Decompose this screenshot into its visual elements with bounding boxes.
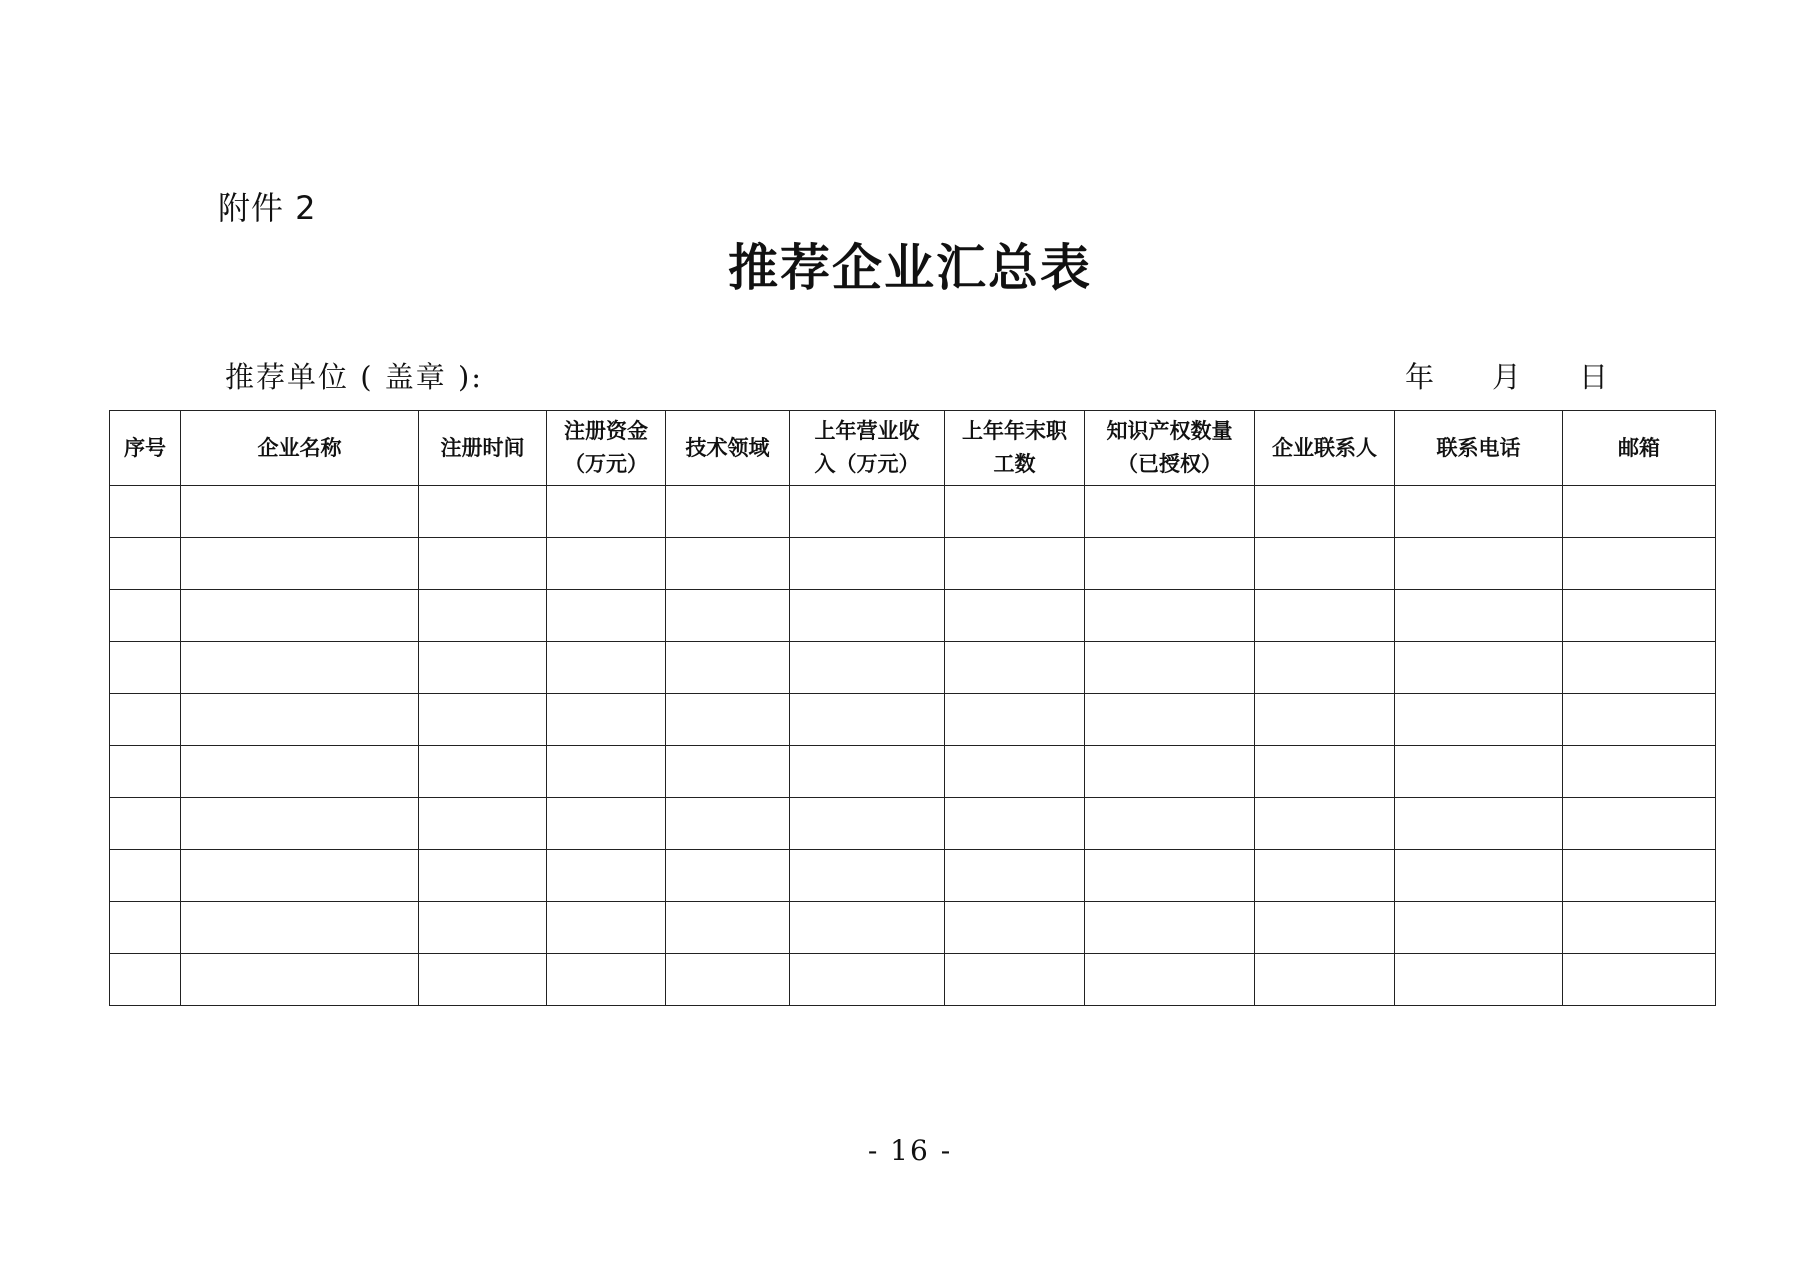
column-header	[666, 411, 790, 486]
table-cell	[181, 850, 419, 902]
table-cell	[1255, 954, 1395, 1006]
column-header-text: 联系电话	[1436, 435, 1521, 460]
table-cell	[1563, 590, 1716, 642]
table-cell	[1085, 850, 1255, 902]
table-cell	[1255, 538, 1395, 590]
table-cell	[419, 590, 547, 642]
page-title: 推荐企业汇总表	[728, 238, 1092, 297]
table-cell	[547, 642, 666, 694]
table-cell	[1395, 694, 1563, 746]
table-cell	[790, 902, 945, 954]
table-cell	[790, 746, 945, 798]
table-cell	[110, 538, 181, 590]
table-row	[110, 694, 1716, 746]
table-cell	[547, 798, 666, 850]
summary-table-container	[109, 410, 1716, 1006]
table-cell	[547, 746, 666, 798]
table-cell	[945, 954, 1085, 1006]
table-cell	[1255, 746, 1395, 798]
table-cell	[945, 486, 1085, 538]
table-cell	[1085, 746, 1255, 798]
column-header-text: 上年营业收	[814, 419, 920, 443]
table-row	[110, 642, 1716, 694]
column-header	[547, 411, 666, 486]
recommending-unit-label: 推荐单位 ( 盖章 ):	[225, 360, 484, 394]
table-cell	[790, 590, 945, 642]
column-header-text: 注册资金	[564, 419, 648, 443]
table-cell	[1085, 798, 1255, 850]
column-header-text: 知识产权数量	[1106, 419, 1233, 443]
table-cell	[110, 902, 181, 954]
table-cell	[666, 694, 790, 746]
table-header-row	[110, 411, 1716, 486]
table-cell	[181, 538, 419, 590]
table-cell	[1255, 590, 1395, 642]
column-header	[1395, 411, 1563, 486]
table-cell	[1563, 746, 1716, 798]
table-cell	[666, 590, 790, 642]
table-cell	[181, 590, 419, 642]
table-cell	[666, 902, 790, 954]
table-cell	[181, 642, 419, 694]
table-cell	[945, 850, 1085, 902]
table-cell	[666, 746, 790, 798]
table-cell	[666, 642, 790, 694]
table-cell	[790, 486, 945, 538]
column-header-text: 工数	[993, 452, 1036, 476]
table-cell	[181, 486, 419, 538]
table-row	[110, 746, 1716, 798]
table-cell	[110, 590, 181, 642]
table-cell	[181, 902, 419, 954]
table-cell	[1563, 798, 1716, 850]
table-cell	[666, 486, 790, 538]
attachment-label: 附件 2	[218, 189, 317, 227]
table-cell	[945, 538, 1085, 590]
table-cell	[1563, 902, 1716, 954]
table-cell	[181, 694, 419, 746]
table-cell	[419, 798, 547, 850]
table-cell	[110, 798, 181, 850]
table-cell	[1085, 902, 1255, 954]
table-cell	[547, 850, 666, 902]
date-year-label: 年	[1405, 360, 1435, 394]
column-header-text: 企业名称	[257, 435, 342, 460]
table-cell	[1255, 798, 1395, 850]
table-cell	[419, 694, 547, 746]
table-cell	[419, 538, 547, 590]
column-header	[1085, 411, 1255, 486]
table-cell	[945, 694, 1085, 746]
table-cell	[547, 486, 666, 538]
table-cell	[1395, 746, 1563, 798]
table-row	[110, 590, 1716, 642]
table-cell	[419, 746, 547, 798]
column-header	[181, 411, 419, 486]
table-cell	[110, 486, 181, 538]
table-cell	[1563, 642, 1716, 694]
table-cell	[945, 902, 1085, 954]
column-header-text: 技术领域	[685, 435, 770, 460]
table-body	[110, 486, 1716, 1006]
table-cell	[1085, 590, 1255, 642]
table-cell	[945, 642, 1085, 694]
table-cell	[1395, 642, 1563, 694]
table-cell	[110, 850, 181, 902]
table-cell	[945, 590, 1085, 642]
table-cell	[419, 954, 547, 1006]
column-header-text: 上年年末职	[962, 419, 1067, 443]
table-cell	[1395, 538, 1563, 590]
table-cell	[790, 642, 945, 694]
table-cell	[1395, 850, 1563, 902]
table-cell	[1395, 902, 1563, 954]
table-cell	[666, 798, 790, 850]
table-cell	[1085, 486, 1255, 538]
table-cell	[1085, 642, 1255, 694]
summary-table	[109, 410, 1716, 1006]
table-cell	[1563, 954, 1716, 1006]
table-cell	[790, 694, 945, 746]
date-day-label: 日	[1579, 360, 1609, 394]
table-row	[110, 538, 1716, 590]
column-header-text: 注册时间	[440, 435, 525, 460]
table-row	[110, 798, 1716, 850]
table-row	[110, 850, 1716, 902]
column-header	[419, 411, 547, 486]
table-cell	[1563, 538, 1716, 590]
table-cell	[790, 954, 945, 1006]
table-cell	[1255, 486, 1395, 538]
table-cell	[110, 954, 181, 1006]
table-cell	[110, 746, 181, 798]
table-cell	[945, 746, 1085, 798]
table-cell	[547, 954, 666, 1006]
table-cell	[666, 850, 790, 902]
table-cell	[1395, 798, 1563, 850]
column-header-text: 邮箱	[1618, 435, 1660, 460]
column-header	[945, 411, 1085, 486]
table-cell	[1563, 850, 1716, 902]
table-cell	[1085, 694, 1255, 746]
table-cell	[790, 850, 945, 902]
column-header-text: 序号	[124, 435, 166, 460]
table-cell	[790, 798, 945, 850]
table-cell	[666, 538, 790, 590]
column-header-text: 入（万元）	[814, 452, 920, 476]
table-row	[110, 486, 1716, 538]
table-cell	[547, 538, 666, 590]
page-number: - 16 -	[867, 1134, 953, 1167]
column-header	[1255, 411, 1395, 486]
table-cell	[1395, 486, 1563, 538]
table-cell	[790, 538, 945, 590]
table-cell	[181, 798, 419, 850]
table-cell	[1255, 642, 1395, 694]
column-header	[1563, 411, 1716, 486]
table-cell	[945, 798, 1085, 850]
column-header	[790, 411, 945, 486]
date-line	[1405, 358, 1608, 396]
table-cell	[547, 902, 666, 954]
table-cell	[547, 694, 666, 746]
column-header-text: 企业联系人	[1272, 435, 1377, 460]
table-cell	[1563, 694, 1716, 746]
column-header	[110, 411, 181, 486]
table-cell	[181, 954, 419, 1006]
table-cell	[1085, 538, 1255, 590]
table-cell	[110, 694, 181, 746]
table-cell	[419, 850, 547, 902]
table-cell	[1255, 902, 1395, 954]
column-header-text: （万元）	[564, 452, 648, 476]
table-cell	[419, 486, 547, 538]
table-cell	[547, 590, 666, 642]
table-cell	[419, 642, 547, 694]
table-cell	[1563, 486, 1716, 538]
table-cell	[1085, 954, 1255, 1006]
table-cell	[1255, 694, 1395, 746]
date-month-label: 月	[1492, 360, 1522, 394]
table-row	[110, 954, 1716, 1006]
table-cell	[1395, 954, 1563, 1006]
table-cell	[666, 954, 790, 1006]
table-cell	[110, 642, 181, 694]
table-cell	[1255, 850, 1395, 902]
table-cell	[181, 746, 419, 798]
column-header-text: （已授权）	[1117, 452, 1222, 476]
table-cell	[419, 902, 547, 954]
table-cell	[1395, 590, 1563, 642]
table-row	[110, 902, 1716, 954]
